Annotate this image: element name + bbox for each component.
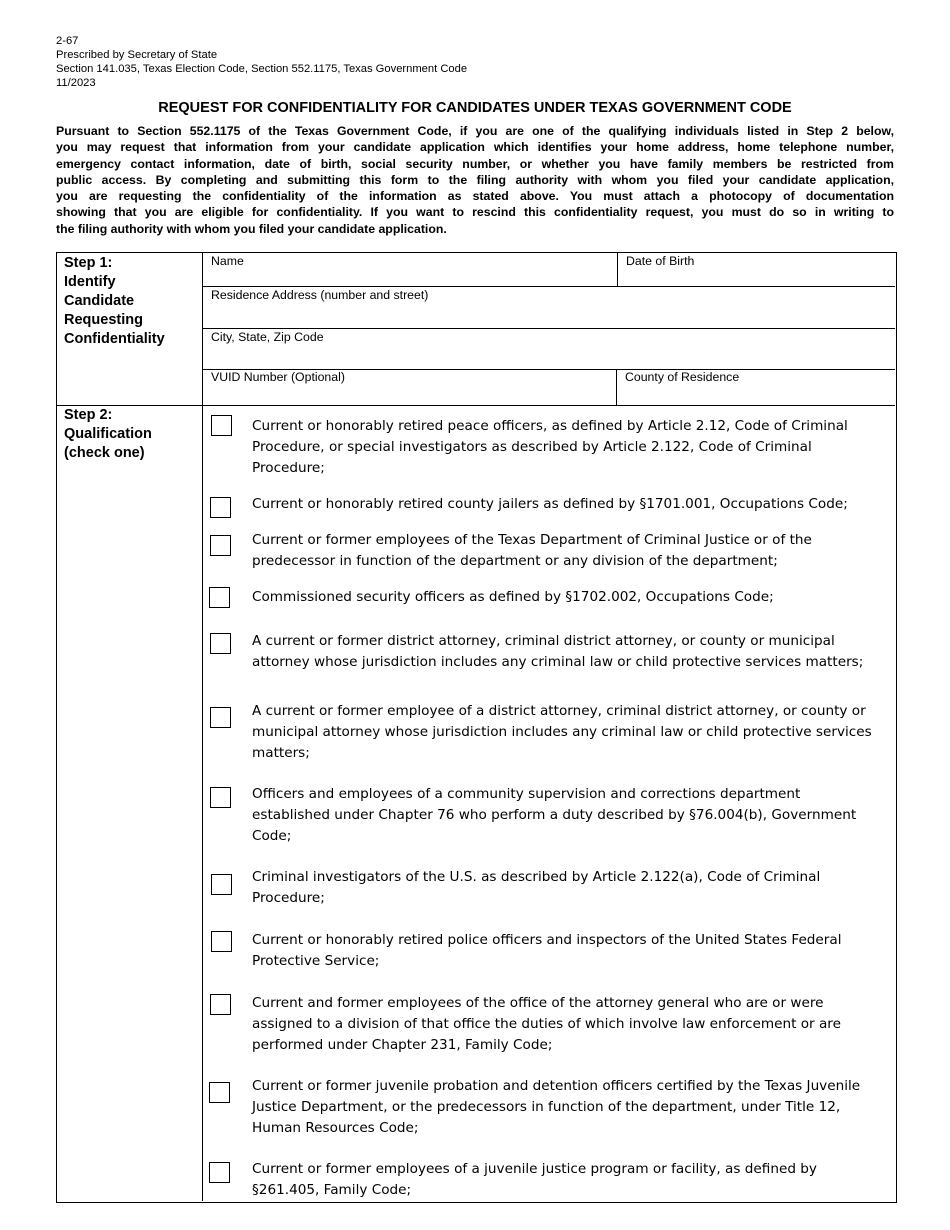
option-community-supervision: Officers and employees of a community supervision and corrections department established under Chapter 76 who perform a duty described by §76.004(b), Government Code; [252, 786, 857, 844]
option-us-criminal-investigators: Criminal investigators of the U.S. as described by Article 2.122(a), Code of Criminal Procedure; [252, 869, 821, 906]
residence-address-label: Residence Address (number and street) [211, 288, 429, 302]
checkbox-county-jailers[interactable] [210, 497, 231, 518]
step-row-divider [56, 405, 895, 406]
checkbox-peace-officers[interactable] [211, 415, 232, 436]
form-date: 11/2023 [56, 77, 96, 89]
checkbox-attorney-general-employees[interactable] [210, 994, 231, 1015]
step1-label: Step 1: Identify Candidate Requesting Confidentiality [64, 255, 165, 347]
option-peace-officers: Current or honorably retired peace officers, as defined by Article 2.12, Code of Criminal Procedure, or special investigators as described by Article 2.122, Code of Criminal Procedure; [252, 418, 848, 476]
checkbox-community-supervision[interactable] [210, 787, 231, 808]
checkbox-tdcj-employees[interactable] [210, 535, 231, 556]
vuid-number-label: VUID Number (Optional) [211, 370, 345, 384]
city-state-zip-label: City, State, Zip Code [211, 330, 324, 344]
county-of-residence-label: County of Residence [625, 370, 740, 384]
option-juvenile-probation-officers: Current or former juvenile probation and detention officers certified by the Texas Juvenile Justice Department, or the predecessors in function of the department, under Title 12, Human Resources Code; [252, 1078, 861, 1136]
intro-line: you are requesting the confidentiality of the information as stated above. You must attach a photocopy of documentation [56, 189, 894, 204]
checkbox-da-employee[interactable] [210, 707, 231, 728]
option-district-attorney: A current or former district attorney, criminal district attorney, or county or municipal attorney whose jurisdiction includes any criminal law or child protective services matters; [252, 633, 864, 670]
checkbox-juvenile-justice-employees[interactable] [209, 1162, 230, 1183]
option-tdcj-employees: Current or former employees of the Texas Department of Criminal Justice or of the predecessor in function of the department or any division of the department; [252, 532, 812, 569]
checkbox-juvenile-probation-officers[interactable] [209, 1082, 230, 1103]
option-attorney-general-employees: Current and former employees of the office of the attorney general who are or were assigned to a division of that office the duties of which involve law enforcement or are performed under Chapter 231, Family Code; [252, 995, 841, 1053]
option-juvenile-justice-employees: Current or former employees of a juvenile justice program or facility, as defined by §261.405, Family Code; [252, 1161, 817, 1198]
date-of-birth-label: Date of Birth [626, 254, 695, 268]
form-header [56, 34, 467, 90]
name-label: Name [211, 254, 244, 268]
intro-paragraph [56, 123, 894, 237]
intro-line: showing that you are eligible for confidentiality. If you want to rescind this confidentiality request, you must do so in writing to [56, 205, 894, 220]
city-state-zip-field[interactable] [203, 329, 894, 369]
vuid-number-field[interactable] [203, 370, 615, 405]
intro-line: public access. By completing and submitting this form to the filing authority with whom you filed your candidate application, [56, 172, 894, 187]
option-security-officers: Commissioned security officers as defined by §1702.002, Occupations Code; [252, 589, 774, 605]
checkbox-security-officers[interactable] [209, 587, 230, 608]
checkbox-federal-protective-service[interactable] [211, 931, 232, 952]
option-federal-protective-service: Current or honorably retired police officers and inspectors of the United States Federal Protective Service; [252, 932, 842, 969]
checkbox-us-criminal-investigators[interactable] [211, 874, 232, 895]
residence-address-field[interactable] [203, 287, 894, 328]
intro-line: you may request that information from your candidate application which identifies your home address, home telephone number, [56, 140, 894, 155]
intro-line: the filing authority with whom you filed your candidate application. [56, 221, 447, 236]
option-da-employee: A current or former employee of a district attorney, criminal district attorney, or county or municipal attorney whose jurisdiction includes any criminal law or child protective services matters; [252, 703, 872, 761]
step2-label: Step 2: Qualification (check one) [64, 407, 152, 461]
checkbox-district-attorney[interactable] [210, 633, 231, 654]
date-of-birth-field[interactable] [618, 253, 894, 286]
county-of-residence-field[interactable] [617, 370, 894, 405]
intro-line: Pursuant to Section 552.1175 of the Texas Government Code, if you are one of the qualifying individuals listed in Step 2 below, [56, 124, 894, 138]
prescribed-by: Prescribed by Secretary of State [56, 49, 218, 61]
form-title: REQUEST FOR CONFIDENTIALITY FOR CANDIDATES UNDER TEXAS GOVERNMENT CODE [158, 100, 792, 116]
form-number: 2-67 [56, 35, 79, 47]
name-field[interactable] [203, 253, 616, 286]
statute-reference: Section 141.035, Texas Election Code, Section 552.1175, Texas Government Code [56, 63, 468, 75]
intro-line: emergency contact information, date of birth, social security number, or whether you have family members be restricted from [56, 156, 894, 171]
option-county-jailers: Current or honorably retired county jailers as defined by §1701.001, Occupations Code; [252, 496, 848, 512]
